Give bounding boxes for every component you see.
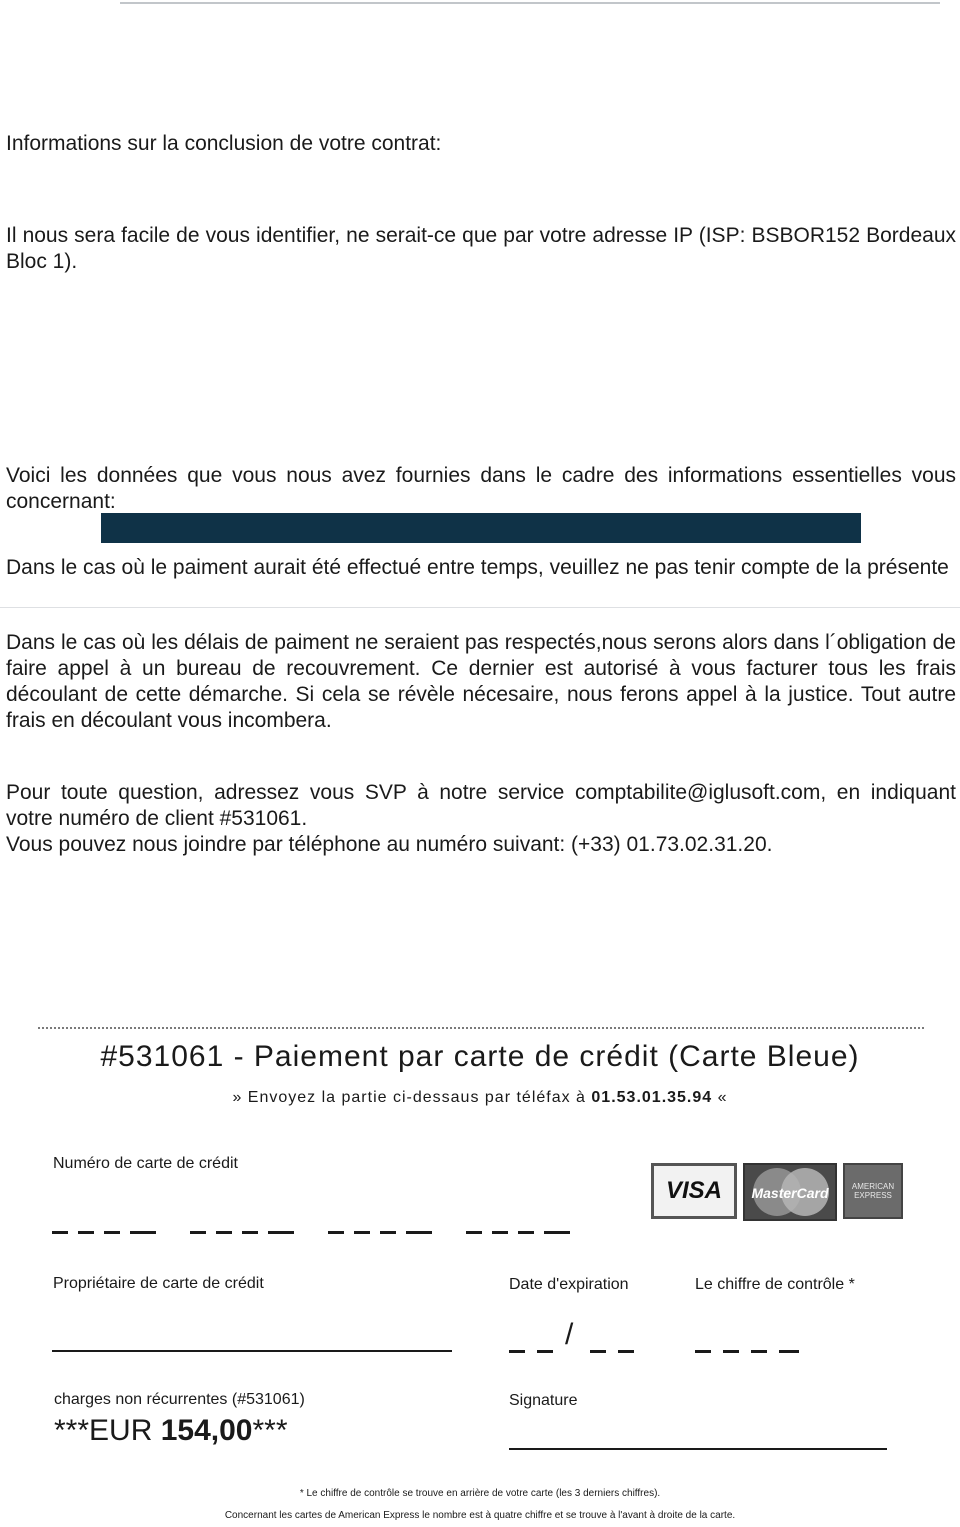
card-digit-slot — [268, 1231, 294, 1234]
check-digit-slot — [779, 1350, 799, 1353]
payment-form-title: #531061 - Paiement par carte de crédit (Carte Bleue) — [100, 1040, 860, 1073]
card-digit-slot — [216, 1231, 232, 1234]
amount-prefix: ***EUR — [54, 1414, 161, 1447]
fax-instruction — [0, 1089, 960, 1107]
signature-label: Signature — [509, 1392, 578, 1409]
expiry-date-label: Date d'expiration — [509, 1276, 629, 1293]
card-digit-slot — [104, 1231, 120, 1234]
card-digit-slot — [518, 1231, 534, 1234]
payment-already-made-paragraph: Dans le cas où le paiment aurait été effectué entre temps, veuillez ne pas tenir compte de la présente — [6, 556, 949, 579]
check-digit-footnote: * Le chiffre de contrôle se trouve en arrière de votre carte (les 3 derniers chiffres). — [299, 1488, 661, 1499]
expiry-digit-slot — [537, 1350, 553, 1353]
amount-suffix: *** — [252, 1414, 288, 1447]
redacted-personal-data — [101, 513, 861, 543]
expiry-separator: / — [565, 1318, 574, 1351]
check-digit-slot — [751, 1350, 767, 1353]
scan-artifact-line — [0, 607, 960, 608]
fax-instruction-prefix: » Envoyez la partie ci-dessaus par téléfax à — [232, 1089, 586, 1106]
expiry-digit-slot — [618, 1350, 634, 1353]
collection-warning-paragraph: Dans le cas où les délais de paiment ne seraient pas respectés,nous serons alors dans l´obligation de faire appel à un bureau de recouvrement. Ce dernier est autorisé à vous facturer tous les frais découlant de cette démarche. Si cela se révèle nécesaire, nous ferons appel à la justice. Tout autre frais en découlant vous incombera. — [6, 631, 956, 732]
card-digit-slot — [380, 1231, 396, 1234]
provided-data-paragraph: Voici les données que vous nous avez fournies dans le cadre des informations essentielles vous concernant: — [6, 464, 956, 513]
contact-email-paragraph: Pour toute question, adressez vous SVP à notre service comptabilite@iglusoft.com, en indiquant votre numéro de client #531061. — [6, 781, 956, 830]
amount-value: 154,00 — [160, 1414, 253, 1447]
signature-field[interactable] — [509, 1448, 887, 1450]
contract-info-heading: Informations sur la conclusion de votre contrat: — [6, 132, 442, 155]
card-digit-slot — [52, 1231, 68, 1234]
check-digit-label: Le chiffre de contrôle * — [695, 1276, 855, 1293]
fax-number: 01.53.01.35.94 — [591, 1089, 713, 1106]
card-digit-slot — [242, 1231, 258, 1234]
card-digit-slot — [544, 1231, 570, 1234]
ip-identification-paragraph: Il nous sera facile de vous identifier, ne serait-ce que par votre adresse IP (ISP: BSBOR152 Bordeaux Bloc 1). — [6, 224, 956, 273]
cut-line — [38, 1027, 924, 1029]
card-digit-slot — [354, 1231, 370, 1234]
mastercard-text: MasterCard — [751, 1185, 829, 1201]
card-number-label: Numéro de carte de crédit — [53, 1155, 238, 1172]
amex-text-line1: AMERICAN — [851, 1182, 895, 1191]
card-digit-slot — [130, 1231, 156, 1234]
check-digit-slot — [695, 1350, 711, 1353]
card-digit-slot — [190, 1231, 206, 1234]
contact-phone-paragraph: Vous pouvez nous joindre par téléphone au numéro suivant: (+33) 01.73.02.31.20. — [6, 833, 773, 856]
visa-card-logo: VISA — [651, 1163, 737, 1219]
amex-footnote: Concernant les cartes de American Express le nombre est à quatre chiffre et se trouve à l'avant à droite de la carte. — [224, 1510, 736, 1521]
mastercard-logo — [743, 1163, 837, 1221]
card-digit-slot — [78, 1231, 94, 1234]
check-digit-slot — [723, 1350, 739, 1353]
scan-edge-line — [120, 2, 940, 4]
card-owner-label: Propriétaire de carte de crédit — [53, 1275, 264, 1292]
card-digit-slot — [328, 1231, 344, 1234]
expiry-digit-slot — [590, 1350, 606, 1353]
fax-instruction-suffix: « — [717, 1089, 728, 1106]
amex-logo — [843, 1163, 903, 1219]
accepted-cards — [651, 1163, 903, 1221]
card-digit-slot — [492, 1231, 508, 1234]
card-owner-field[interactable] — [52, 1350, 452, 1352]
expiry-digit-slot — [509, 1350, 525, 1353]
card-digit-slot — [466, 1231, 482, 1234]
card-digit-slot — [406, 1231, 432, 1234]
amex-text-line2: EXPRESS — [854, 1191, 892, 1200]
charges-label: charges non récurrentes (#531061) — [54, 1391, 305, 1408]
amount-due — [54, 1414, 288, 1448]
